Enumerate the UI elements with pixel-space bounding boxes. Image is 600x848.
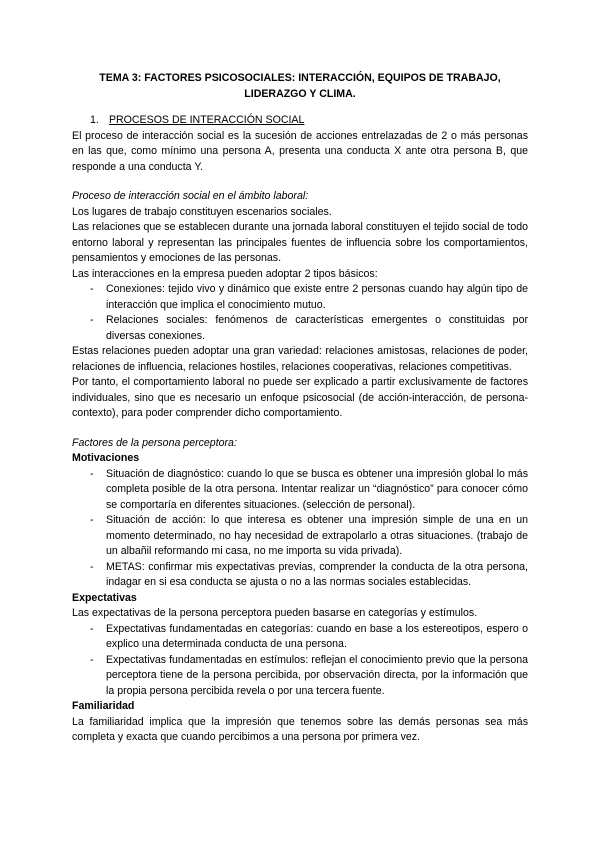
workplace-paragraph-1: Los lugares de trabajo constituyen escenarios sociales.: [72, 205, 332, 218]
document-page: [72, 70, 528, 746]
list-item: - METAS: confirmar mis expectativas previas, comprender la conducta de la otra persona, indagar en si esa conducta se ajusta o no a las normas sociales establecidas.: [90, 560, 528, 588]
motivaciones-list: [72, 467, 528, 591]
list-item: - Expectativas fundamentadas en estímulos: reflejan el conocimiento previo que la persona perceptora tiene de la persona percibida, por observación directa, por la información que la propia persona percibida revela o por una tercera fuente.: [90, 653, 528, 697]
section-intro-paragraph: El proceso de interacción social es la sucesión de acciones entrelazadas de 2 o más personas en las que, como mínimo una persona A, presenta una conducta X ante otra persona B, que responde a una conducta Y.: [72, 129, 528, 173]
perceiver-subheading: Factores de la persona perceptora:: [72, 436, 237, 449]
section-number: 1.: [90, 114, 99, 126]
expectativas-heading: Expectativas: [72, 591, 137, 604]
expectativas-intro: Las expectativas de la persona perceptora pueden basarse en categorías y estímulos.: [72, 607, 478, 619]
workplace-paragraph-4: Estas relaciones pueden adoptar una gran variedad: relaciones amistosas, relaciones de poder, relaciones de influencia, relaciones hostiles, relaciones cooperativas, relaciones competitivas.: [72, 345, 528, 373]
motivaciones-heading: Motivaciones: [72, 452, 140, 464]
list-item: - Conexiones: tejido vivo y dinámico que existe entre 2 personas cuando hay algún tipo de interacción que implica el conocimiento mutuo.: [90, 283, 528, 311]
workplace-subheading: Proceso de interacción social en el ámbito laboral:: [72, 190, 309, 202]
list-item: - Situación de diagnóstico: cuando lo que se busca es obtener una impresión global lo más completa posible de la otra persona. Intentar realizar un “diagnóstico” para conocer cómo se comportaría en diferentes situaciones. (selección de personal).: [90, 467, 528, 511]
workplace-paragraph-3: Las interacciones en la empresa pueden adoptar 2 tipos básicos:: [72, 267, 378, 280]
list-item: - Relaciones sociales: fenómenos de características emergentes o constituidas por diversas conexiones.: [90, 314, 528, 342]
familiaridad-heading: Familiaridad: [72, 700, 135, 712]
list-item: - Situación de acción: lo que interesa es obtener una impresión simple de una en un momento determinado, no hay necesidad de extrapolarlo a otras situaciones. (trabajo de un albañil reformando mi casa, no me importa su vida privada).: [90, 514, 528, 557]
interaction-types-list: [72, 282, 528, 344]
section-heading: [90, 113, 528, 129]
workplace-paragraph-5: Por tanto, el comportamiento laboral no puede ser explicado a partir exclusivamente de factores individuales, sino que es necesario un enfoque psicosocial (de acción-interacción, de persona-contexto), para poder comprender dicho comportamiento.: [72, 376, 528, 419]
expectativas-list: [72, 622, 528, 700]
familiaridad-paragraph: La familiaridad implica que la impresión que tenemos sobre las demás personas sea más completa y exacta que cuando percibimos a una persona por primera vez.: [72, 715, 528, 743]
document-title: TEMA 3: FACTORES PSICOSOCIALES: INTERACCIÓN, EQUIPOS DE TRABAJO, LIDERAZGO Y CLIMA.: [99, 72, 501, 100]
workplace-paragraph-2: Las relaciones que se establecen durante una jornada laboral constituyen el tejido social de todo entorno laboral y representan las principales fuentes de influencia sobre los comportamientos, pensamientos y emociones de las personas.: [72, 221, 528, 264]
list-item: - Expectativas fundamentadas en categorías: cuando en base a los estereotipos, espero o explico una determinada conducta de una persona.: [90, 622, 528, 650]
section-heading-text: PROCESOS DE INTERACCIÓN SOCIAL: [108, 114, 305, 126]
